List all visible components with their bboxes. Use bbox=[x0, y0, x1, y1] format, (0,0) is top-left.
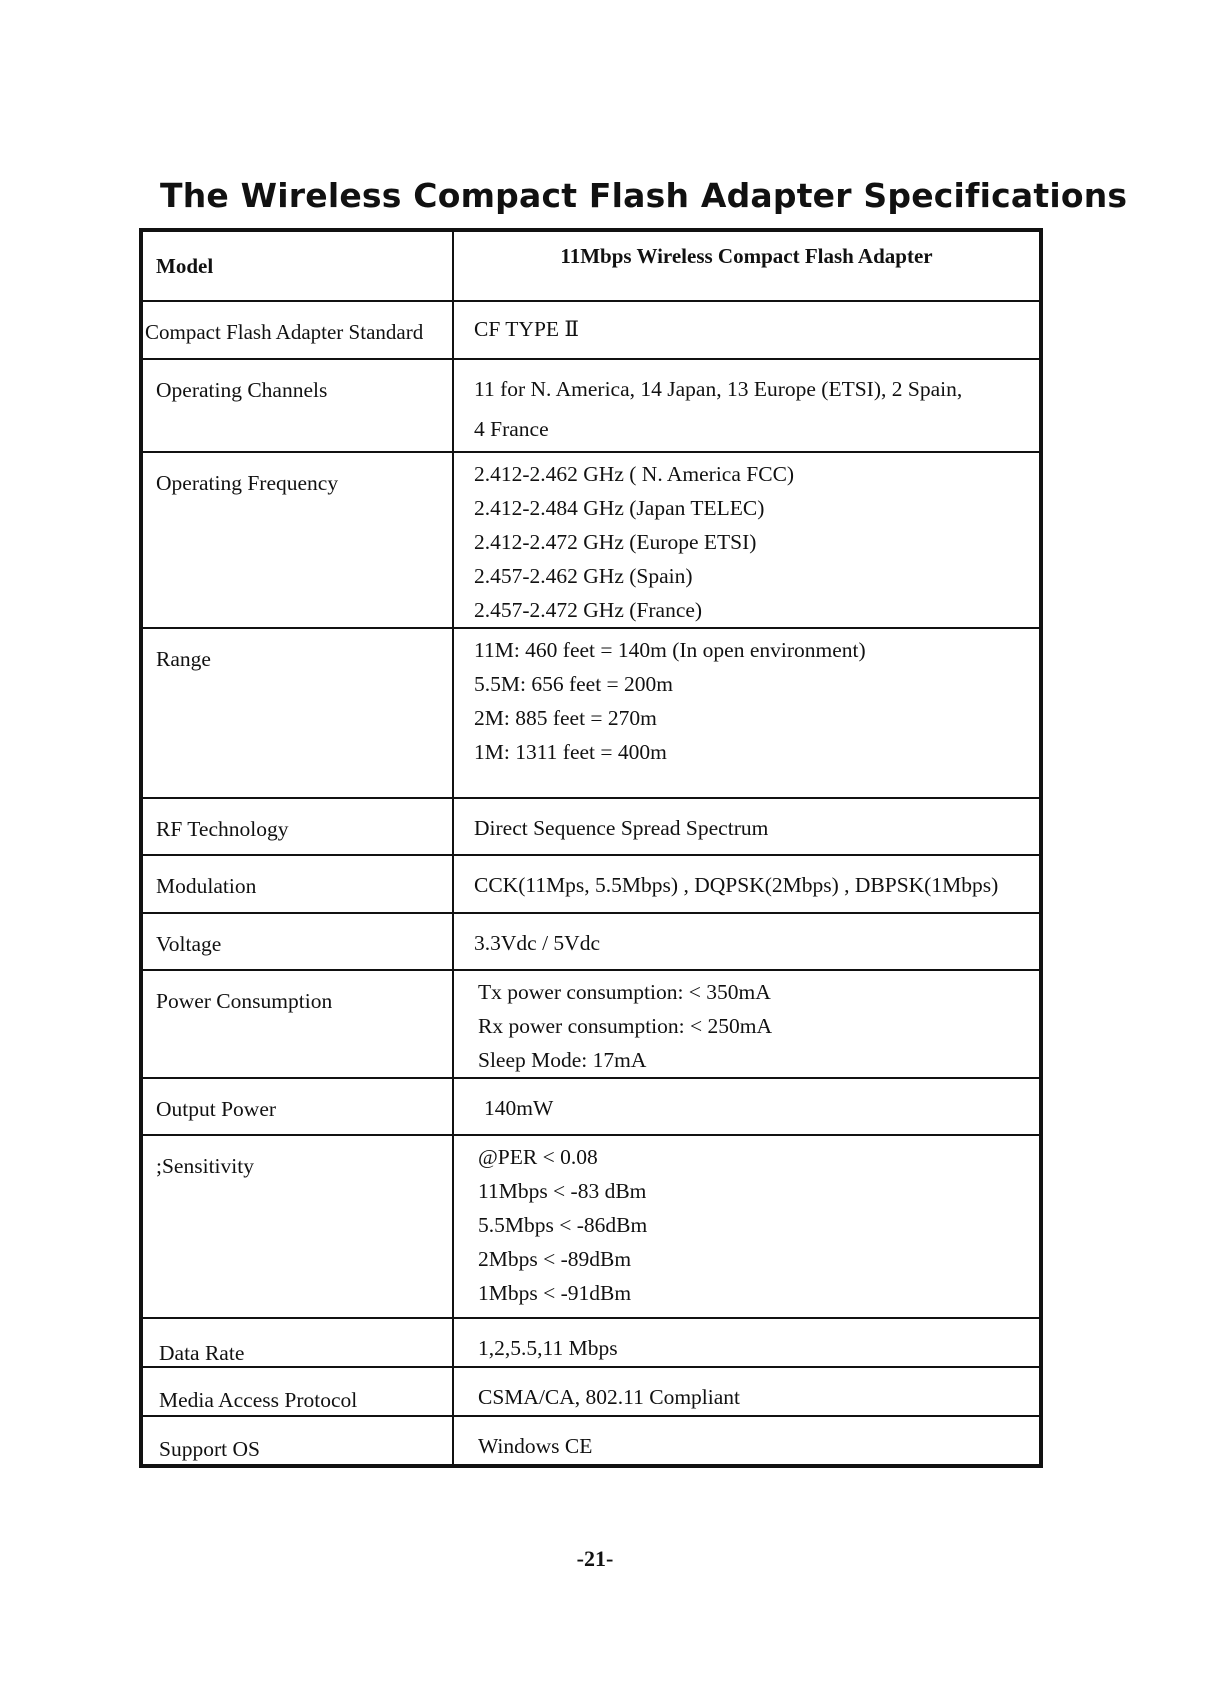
spec-label: Modulation bbox=[141, 855, 453, 913]
spec-value-line: Sleep Mode: 17mA bbox=[478, 1048, 647, 1072]
spec-row-power-consumption bbox=[141, 970, 1041, 1078]
spec-value-line: @PER < 0.08 bbox=[478, 1145, 598, 1169]
spec-label: Operating Frequency bbox=[141, 452, 453, 628]
spec-value-line: CCK(11Mps, 5.5Mbps) , DQPSK(2Mbps) , DBPSK(1Mbps) bbox=[474, 873, 999, 897]
spec-value-line: Direct Sequence Spread Spectrum bbox=[474, 816, 769, 840]
spec-value-line: 5.5Mbps < -86dBm bbox=[478, 1213, 648, 1237]
spec-label: RF Technology bbox=[141, 798, 453, 855]
spec-label: Output Power bbox=[141, 1078, 453, 1135]
spec-row-range bbox=[141, 628, 1041, 798]
spec-value-line: 2.457-2.472 GHz (France) bbox=[474, 598, 703, 622]
spec-label: Data Rate bbox=[141, 1318, 453, 1367]
spec-value-line: 11 for N. America, 14 Japan, 13 Europe (ETSI), 2 Spain, bbox=[474, 377, 963, 401]
spec-value bbox=[453, 359, 1041, 452]
spec-value-line: Rx power consumption: < 250mA bbox=[478, 1014, 772, 1038]
spec-row-sensitivity bbox=[141, 1135, 1041, 1318]
spec-row-voltage bbox=[141, 913, 1041, 970]
spec-table bbox=[139, 228, 1043, 1468]
spec-value-line: 1Mbps < -91dBm bbox=[478, 1281, 632, 1305]
spec-value bbox=[453, 1318, 1041, 1367]
spec-value bbox=[453, 1135, 1041, 1318]
spec-value bbox=[453, 1367, 1041, 1416]
spec-value bbox=[453, 855, 1041, 913]
spec-value-line: 2.412-2.484 GHz (Japan TELEC) bbox=[474, 496, 765, 520]
spec-value-line: 2.457-2.462 GHz (Spain) bbox=[474, 564, 693, 588]
spec-value-line: 2Mbps < -89dBm bbox=[478, 1247, 632, 1271]
spec-value bbox=[453, 1416, 1041, 1466]
spec-row-data-rate bbox=[141, 1318, 1041, 1367]
spec-row-cf-standard bbox=[141, 301, 1041, 359]
spec-label: Power Consumption bbox=[141, 970, 453, 1078]
spec-label: Operating Channels bbox=[141, 359, 453, 452]
spec-row-media-access-protocol bbox=[141, 1367, 1041, 1416]
spec-value bbox=[453, 970, 1041, 1078]
spec-label: ;Sensitivity bbox=[141, 1135, 453, 1318]
spec-label: Range bbox=[141, 628, 453, 798]
spec-value bbox=[453, 1078, 1041, 1135]
spec-value-line: 2M: 885 feet = 270m bbox=[474, 706, 657, 730]
spec-value-line: 3.3Vdc / 5Vdc bbox=[474, 931, 600, 955]
page-title: The Wireless Compact Flash Adapter Specifications bbox=[160, 176, 1128, 215]
spec-value bbox=[453, 913, 1041, 970]
spec-value bbox=[453, 452, 1041, 628]
spec-value-line: 11M: 460 feet = 140m (In open environment) bbox=[474, 638, 866, 662]
spec-value bbox=[453, 798, 1041, 855]
spec-label: Media Access Protocol bbox=[141, 1367, 453, 1416]
spec-value-line: Tx power consumption: < 350mA bbox=[478, 980, 771, 1004]
model-label: Model bbox=[141, 230, 453, 301]
spec-value-line: CSMA/CA, 802.11 Compliant bbox=[478, 1385, 741, 1409]
spec-value-line: 5.5M: 656 feet = 200m bbox=[474, 672, 674, 696]
spec-row-output-power bbox=[141, 1078, 1041, 1135]
spec-value-line: 4 France bbox=[474, 417, 549, 441]
spec-label: Support OS bbox=[141, 1416, 453, 1466]
spec-row-operating-channels bbox=[141, 359, 1041, 452]
spec-value-line: 1M: 1311 feet = 400m bbox=[474, 740, 667, 764]
spec-value-line: 2.412-2.462 GHz ( N. America FCC) bbox=[474, 462, 795, 486]
spec-value-line: 11Mbps < -83 dBm bbox=[478, 1179, 647, 1203]
spec-value bbox=[453, 301, 1041, 359]
model-value: 11Mbps Wireless Compact Flash Adapter bbox=[453, 230, 1041, 301]
spec-value-line: 2.412-2.472 GHz (Europe ETSI) bbox=[474, 530, 757, 554]
spec-value bbox=[453, 628, 1041, 798]
spec-value-line: 1,2,5.5,11 Mbps bbox=[478, 1336, 618, 1360]
spec-row-support-os bbox=[141, 1416, 1041, 1466]
spec-header-row bbox=[141, 230, 1041, 301]
spec-row-rf-technology bbox=[141, 798, 1041, 855]
spec-value-line: Windows CE bbox=[478, 1434, 593, 1458]
spec-row-modulation bbox=[141, 855, 1041, 913]
spec-row-operating-frequency bbox=[141, 452, 1041, 628]
spec-value-line: CF TYPE Ⅱ bbox=[474, 317, 580, 341]
page-number: -21- bbox=[576, 1546, 614, 1571]
spec-label: Voltage bbox=[141, 913, 453, 970]
spec-label: Compact Flash Adapter Standard bbox=[141, 301, 453, 359]
spec-value-line: 140mW bbox=[484, 1096, 554, 1120]
